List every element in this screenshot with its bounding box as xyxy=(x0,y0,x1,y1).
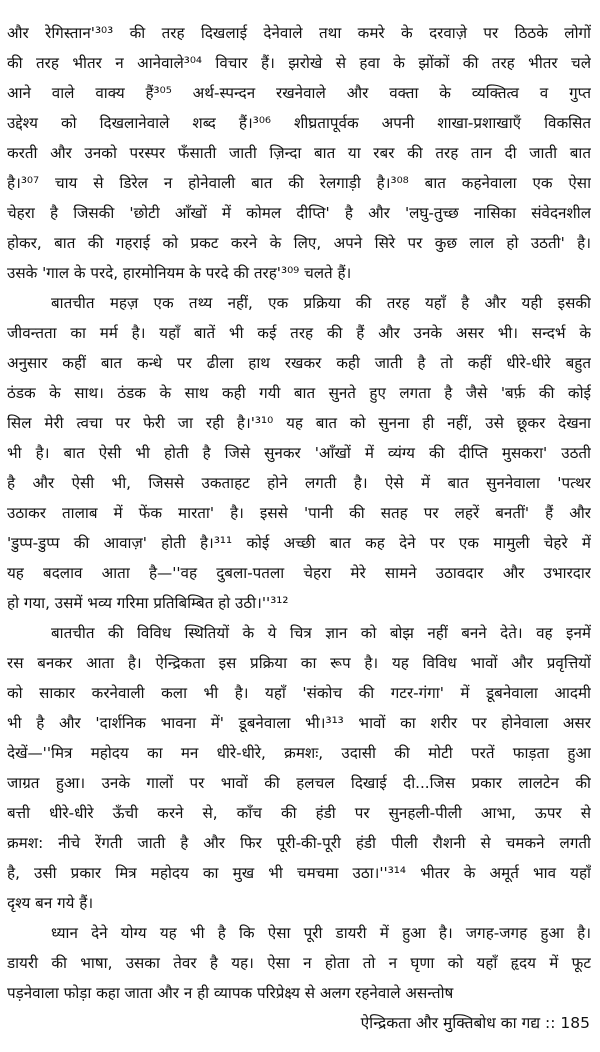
text-line: जीवन्तता का मर्म है। यहाँ बातें भी कई तरह की हैं और उनके असर भी। सन्दर्भ के xyxy=(7,324,591,342)
text-line: ध्यान देने योग्य यह भी है कि ऐसा पूरी डायरी में हुआ है। जगह-जगह हुआ है। xyxy=(51,924,591,942)
paragraph xyxy=(7,288,591,618)
text-line: बत्ती धीरे-धीरे ऊँची करने से, काँच की हंडी पर सुनहली-पीली आभा, ऊपर से xyxy=(7,804,591,822)
text-line: को साकार करनेवाली कला भी है। यहाँ 'संकोच की गटर-गंगा' में डूबनेवाला आदमी xyxy=(7,684,591,702)
text-line: पड़नेवाला फोड़ा कहा जाता और न ही व्यापक परिप्रेक्ष्य से अलग रहनेवाले असन्तोष xyxy=(7,984,454,1002)
text-line: 'डुप्प-डुप्प की आवाज़' होती है।³¹¹ कोई अच्छी बात कह देने पर एक मामुली चेहरे में xyxy=(7,534,591,552)
text-line: ठंडक के साथ। ठंडक के साथ कही गयी बात सुनते हुए लगता है जैसे 'बर्फ़ की कोई xyxy=(7,384,591,402)
text-line: चेहरा है जिसकी 'छोटी आँखों में कोमल दीप्ति' है और 'लघु-तुच्छ नासिका संवेदनशील xyxy=(7,204,591,222)
text-line: सिल मेरी त्वचा पर फेरी जा रही है।'³¹⁰ यह बात को सुनना ही नहीं, उसे छूकर देखना xyxy=(7,414,591,432)
text-line: है और ऐसी भी, जिससे उकताहट होने लगती है। ऐसे में बात सुननेवाला 'पत्थर xyxy=(7,474,591,492)
text-line: है।³⁰⁷ चाय से डिरेल न होनेवाली बात की रेलगाड़ी है।³⁰⁸ बात कहनेवाला एक ऐसा xyxy=(7,174,591,192)
paragraph xyxy=(7,18,591,288)
text-line: उसके 'गाल के परदे, हारमोनियम के परदे की तरह'³⁰⁹ चलते हैं। xyxy=(7,264,352,282)
text-line: भी है और 'दार्शनिक भावना में' डूबनेवाला भी।³¹³ भावों का शरीर पर होनेवाला असर xyxy=(7,714,591,732)
text-line: हो गया, उसमें भव्य गरिमा प्रतिबिम्बित हो उठी।''³¹² xyxy=(7,594,289,612)
text-line: क्रमश: नीचे रेंगती जाती है और फिर पूरी-की-पूरी हंडी पीली रौशनी से चमकने लगती xyxy=(7,834,591,852)
text-line: उठाकर तालाब में फेंक मारता' है। इससे 'पानी की सतह पर लहरें बनतीं' हैं और xyxy=(7,504,591,522)
text-line: देखें—''मित्र महोदय का मन धीरे-धीरे, क्रमशः, उदासी की मोटी परतें फाड़ता हुआ xyxy=(7,744,591,762)
paragraph xyxy=(7,618,591,918)
text-line: की तरह भीतर न आनेवाले³⁰⁴ विचार हैं। झरोखे से हवा के झोंकों की तरह भीतर चले xyxy=(7,54,591,72)
paragraph xyxy=(7,918,591,1008)
text-line: बातचीत की विविध स्थितियों के ये चित्र ज्ञान को बोझ नहीं बनने देते। वह इनमें xyxy=(51,624,591,642)
text-line: डायरी की भाषा, उसका तेवर है यह। ऐसा न होता तो न घृणा को यहाँ हृदय में फूट xyxy=(7,954,591,972)
text-line: होकर, बात की गहराई को प्रकट करने के लिए, अपने सिरे पर कुछ लाल हो उठती' है। xyxy=(7,234,591,252)
text-line: जाग्रत हुआ। उनके गालों पर भावों की हलचल दिखाई दी...जिस प्रकार लालटेन की xyxy=(7,774,591,792)
text-line: अनुसार कहीं बात कन्धे पर ढीला हाथ रखकर कही जाती है तो कहीं धीरे-धीरे बहुत xyxy=(7,354,591,372)
text-line: और रेगिस्तान'³⁰³ की तरह दिखलाई देनेवाले तथा कमरे के दरवाज़े पर ठिठके लोगों xyxy=(7,24,591,42)
text-line: भी है। बात ऐसी भी होती है जिसे सुनकर 'आँखों में व्यंग्य की दीप्ति मुसकरा' उठती xyxy=(7,444,591,462)
body-text xyxy=(7,18,591,1008)
text-line: है, उसी प्रकार मित्र महोदय का मुख भी चमचमा उठा।''³¹⁴ भीतर के अमूर्त भाव यहाँ xyxy=(7,864,591,882)
text-line: करती और उनको परस्पर फँसाती जाती ज़िन्दा बात या रबर की तरह तान दी जाती बात xyxy=(7,144,591,162)
text-line: उद्देश्य को दिखलानेवाले शब्द हैं।³⁰⁶ शीघ्रतापूर्वक अपनी शाखा-प्रशाखाएँ विकसित xyxy=(7,114,591,132)
text-line: यह बदलाव आता है—''वह दुबला-पतला चेहरा मेरे सामने उठावदार और उभारदार xyxy=(7,564,591,582)
text-line: बातचीत महज़ एक तथ्य नहीं, एक प्रक्रिया की तरह यहाँ है और यही इसकी xyxy=(51,294,591,312)
running-footer: ऐन्द्रिकता और मुक्तिबोध का गद्य :: 185 xyxy=(360,1014,590,1032)
text-line: आने वाले वाक्य हैं³⁰⁵ अर्थ-स्पन्दन रखनेवाले और वक्ता के व्यक्तित्व व गुप्त xyxy=(7,84,591,102)
text-line: दृश्य बन गये हैं। xyxy=(7,894,94,912)
text-line: रस बनकर आता है। ऐन्द्रिकता इस प्रक्रिया का रूप है। यह विविध भावों और प्रवृत्तियों xyxy=(7,654,591,672)
